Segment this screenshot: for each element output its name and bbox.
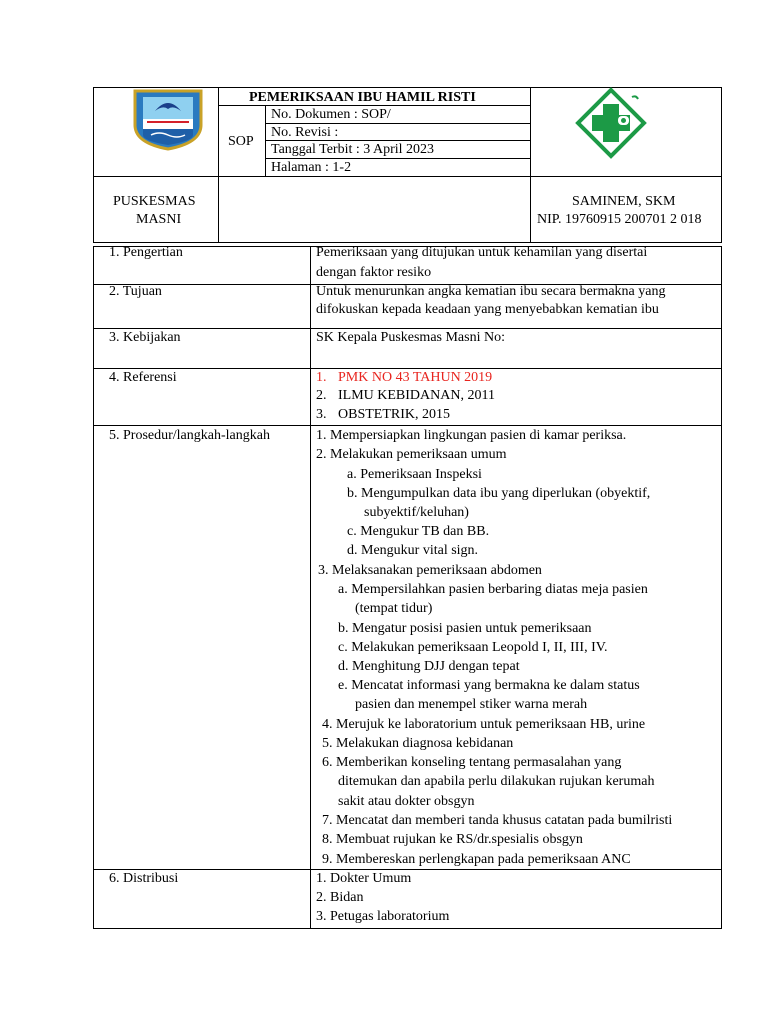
org-name-line2: MASNI <box>136 212 182 227</box>
page-title: PEMERIKSAAN IBU HAMIL RISTI <box>249 90 476 105</box>
signer-nip: NIP. 19760915 200701 2 018 <box>537 212 702 227</box>
distribution-line: 2. Bidan <box>316 890 364 905</box>
distribution-line: 1. Dokter Umum <box>316 871 412 886</box>
procedure-line: d. Menghitung DJJ dengan tepat <box>338 659 520 674</box>
procedure-line: d. Mengukur vital sign. <box>347 543 479 558</box>
procedure-line: 3. Melaksanakan pemeriksaan abdomen <box>318 563 542 578</box>
tujuan-text-line: difokuskan kepada keadaan yang menyebabkan kematian ibu <box>316 302 659 317</box>
reference-item-text: PMK NO 43 TAHUN 2019 <box>338 370 493 385</box>
procedure-line: b. Mengumpulkan data ibu yang diperlukan (obyektif, <box>347 486 651 501</box>
regency-emblem-icon <box>133 89 203 151</box>
pengertian-text-line: dengan faktor resiko <box>316 265 432 280</box>
procedure-line: a. Pemeriksaan Inspeksi <box>347 467 482 482</box>
signer-name: SAMINEM, SKM <box>572 194 676 209</box>
reference-item-text: OBSTETRIK, 2015 <box>338 407 450 422</box>
procedure-line: 7. Mencatat dan memberi tanda khusus catatan pada bumilristi <box>322 813 673 828</box>
revision-number: No. Revisi : <box>271 125 339 140</box>
tujuan-text-line: Untuk menurunkan angka kematian ibu secara bermakna yang <box>316 284 666 299</box>
puskesmas-logo-icon <box>574 87 648 159</box>
procedure-line: c. Melakukan pemeriksaan Leopold I, II, III, IV. <box>338 640 608 655</box>
org-name-line1: PUSKESMAS <box>113 194 196 209</box>
reference-item-text: ILMU KEBIDANAN, 2011 <box>338 388 495 403</box>
procedure-line: 1. Mempersiapkan lingkungan pasien di kamar periksa. <box>316 428 627 443</box>
procedure-line: b. Mengatur posisi pasien untuk pemeriksaan <box>338 621 592 636</box>
procedure-line: ditemukan dan apabila perlu dilakukan rujukan kerumah <box>338 774 655 789</box>
distribution-line: 3. Petugas laboratorium <box>316 909 450 924</box>
procedure-line: a. Mempersilahkan pasien berbaring diatas meja pasien <box>338 582 648 597</box>
reference-item-number: 2. <box>316 388 327 403</box>
procedure-line: e. Mencatat informasi yang bermakna ke dalam status <box>338 678 640 693</box>
section-label-kebijakan: 3. Kebijakan <box>109 330 181 345</box>
procedure-line: (tempat tidur) <box>355 601 433 616</box>
pengertian-text-line: Pemeriksaan yang ditujukan untuk kehamilan yang disertai <box>316 245 648 260</box>
section-label-pengertian: 1. Pengertian <box>109 245 183 260</box>
procedure-line: pasien dan menempel stiker warna merah <box>355 697 588 712</box>
procedure-line: sakit atau dokter obsgyn <box>338 794 475 809</box>
procedure-line: 2. Melakukan pemeriksaan umum <box>316 447 507 462</box>
kebijakan-text-line: SK Kepala Puskesmas Masni No: <box>316 330 505 345</box>
reference-item-number: 3. <box>316 407 327 422</box>
page-number: Halaman : 1-2 <box>271 160 352 175</box>
issue-date: Tanggal Terbit : 3 April 2023 <box>271 142 435 157</box>
procedure-line: 6. Memberikan konseling tentang permasalahan yang <box>322 755 622 770</box>
section-label-tujuan: 2. Tujuan <box>109 284 162 299</box>
section-label-distribusi: 6. Distribusi <box>109 871 179 886</box>
procedure-line: 8. Membuat rujukan ke RS/dr.spesialis obsgyn <box>322 832 583 847</box>
section-label-referensi: 4. Referensi <box>109 370 177 385</box>
section-label-prosedur: 5. Prosedur/langkah-langkah <box>109 428 270 443</box>
procedure-line: c. Mengukur TB dan BB. <box>347 524 490 539</box>
doc-number: No. Dokumen : SOP/ <box>271 107 391 122</box>
procedure-line: 4. Merujuk ke laboratorium untuk pemeriksaan HB, urine <box>322 717 646 732</box>
procedure-line: subyektif/keluhan) <box>364 505 469 520</box>
procedure-line: 9. Membereskan perlengkapan pada pemeriksaan ANC <box>322 852 631 867</box>
reference-item-number: 1. <box>316 370 327 385</box>
procedure-line: 5. Melakukan diagnosa kebidanan <box>322 736 514 751</box>
sop-label: SOP <box>228 134 254 149</box>
